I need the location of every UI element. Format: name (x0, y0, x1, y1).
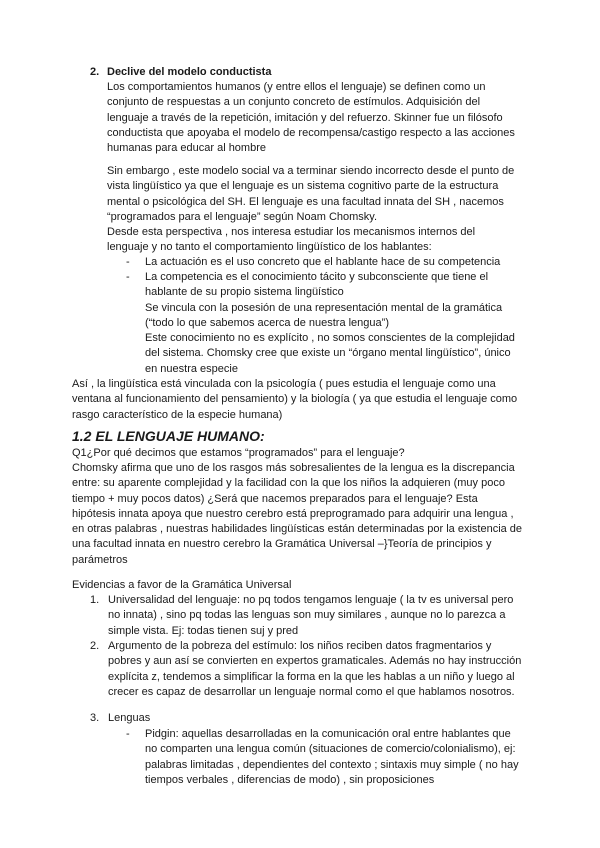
text-line: una facultad innata en nuestro cerebro la Gramática Universal –}Teoría de principios y (72, 538, 492, 551)
text-line: crecer es capaz de desarrollar un lenguaje normal como el que hablamos nosotros. (108, 685, 515, 698)
text-line: explícita z, tendemos a simplificar la forma en la que les hablas a un niño y luego al (108, 670, 515, 683)
text-line: en otras palabras , nuestras habilidades lingüísticas están determinadas por la existencia de (72, 523, 523, 536)
text-line: Los comportamientos humanos (y entre ellos el lenguaje) se definen como un (107, 81, 486, 93)
text-line: conjunto de respuestas a un conjunto concreto de estímulos. Adquisición del (107, 96, 481, 109)
paragraph (107, 80, 515, 156)
item-number: 3. (90, 712, 100, 724)
text-line: lenguaje y no tanto el comportamiento lingüístico de los hablantes: (107, 241, 432, 254)
item-number: 2. (90, 640, 100, 652)
text-line: lenguaje a través de la repetición, imitación y del refuerzo. Skinner fue un filósofo (107, 111, 503, 124)
text-line: hipótesis innata apoya que nuestro cerebro está preprogramado para adquirir una lengua , (72, 507, 514, 520)
bullet-dash: - (126, 256, 130, 268)
text-line: conductista que apoyaba el modelo de recompensa/castigo respecto a las acciones (107, 126, 515, 139)
text-line: parámetros (72, 553, 128, 566)
text-line: Pidgin: aquellas desarrolladas en la comunicación oral entre hablantes que (145, 728, 511, 740)
text-line: Sin embargo , este modelo social va a terminar siendo incorrecto desde el punto de (107, 165, 515, 177)
text-line: Este conocimiento no es explícito , no somos conscientes de la complejidad (145, 332, 515, 345)
text-line: La actuación es el uso concreto que el hablante hace de su competencia (145, 256, 501, 268)
paragraph (107, 225, 475, 256)
section-heading: 1.2 EL LENGUAJE HUMANO: (72, 428, 265, 444)
bullet-item (145, 255, 500, 270)
list-item (108, 593, 513, 639)
text-line: humanas para educar al hombre (107, 142, 266, 155)
text-line: ventana al funcionamiento del pensamiento) y la biología ( ya que estudia el lenguaje como (72, 393, 518, 406)
text-line: Lenguas (108, 712, 151, 724)
text-line: “programados para el lenguaje” según Noam Chomsky. (107, 210, 378, 223)
text-line: del sistema. Chomsky cree que existe un “órgano mental lingüístico”, único (145, 347, 511, 360)
question-line: Q1¿Por qué decimos que estamos “programados” para el lenguaje? (72, 447, 405, 459)
text-line: simple vista. Ej: todas tienen suj y pred (108, 624, 299, 637)
item-number: 1. (90, 594, 100, 606)
text-line: rasgo característico de la especie humana) (72, 408, 283, 421)
list-item (108, 639, 521, 700)
bullet-item (145, 727, 519, 788)
evidence-heading: Evidencias a favor de la Gramática Universal (72, 579, 292, 591)
text-line: tiempo + muy pocos datos) ¿Será que nacemos preparados para el lenguaje? Esta (72, 492, 478, 505)
bullet-dash: - (126, 728, 130, 740)
text-line: Se vincula con la posesión de una representación mental de la gramática (145, 301, 503, 314)
text-line: Universalidad del lenguaje: no pq todos tengamos lenguaje ( la tv es universal pero (108, 594, 514, 606)
paragraph (107, 164, 514, 225)
bullet-item (145, 270, 515, 377)
text-line: Así , la lingüística está vinculada con la psicología ( pues estudia el lenguaje como una (72, 378, 496, 390)
text-line: pobres y aun así se convierten en expertos gramaticales. Además no hay instrucción (108, 655, 522, 668)
bullet-dash: - (126, 271, 130, 283)
section-title: Declive del modelo conductista (107, 66, 272, 78)
paragraph (72, 461, 522, 568)
text-line: vista lingüístico ya que el lenguaje es un sistema cognitivo parte de la estructura (107, 180, 499, 193)
text-line: entre: su aparente complejidad y la facilidad con la que los niños la adquieren (muy poco (72, 477, 505, 490)
text-line: en nuestra especie (145, 362, 238, 375)
text-line: palabras limitadas , dependientes del contexto ; sintaxis muy simple ( no hay (145, 758, 519, 771)
paragraph (72, 377, 517, 423)
text-line: Desde esta perspectiva , nos interesa estudiar los mecanismos internos del (107, 226, 476, 238)
text-line: La competencia es el conocimiento tácito y subconsciente que tiene el (145, 271, 489, 283)
list-item (108, 711, 150, 726)
text-line: tiempos verbales , diferencias de modo) , sin proposiciones (145, 773, 435, 786)
text-line: Argumento de la pobreza del estímulo: los niños reciben datos fragmentarios y (108, 640, 492, 652)
text-line: Chomsky afirma que uno de los rasgos más sobresalientes de la lengua es la discrepancia (72, 462, 515, 474)
text-line: (“todo lo que sabemos acerca de nuestra lengua”) (145, 316, 389, 329)
section-number: 2. (90, 66, 100, 78)
text-line: mental o psicológica del SH. El lenguaje es una facultad innata del SH , nacemos (107, 195, 504, 208)
text-line: no comparten una lengua común (situaciones de comercio/colonialismo), ej: (145, 743, 516, 756)
text-line: hablante de su propio sistema lingüístico (145, 286, 344, 299)
text-line: no innata) , sino pq todas las lenguas son muy similares , aunque no lo parezca a (108, 609, 506, 622)
